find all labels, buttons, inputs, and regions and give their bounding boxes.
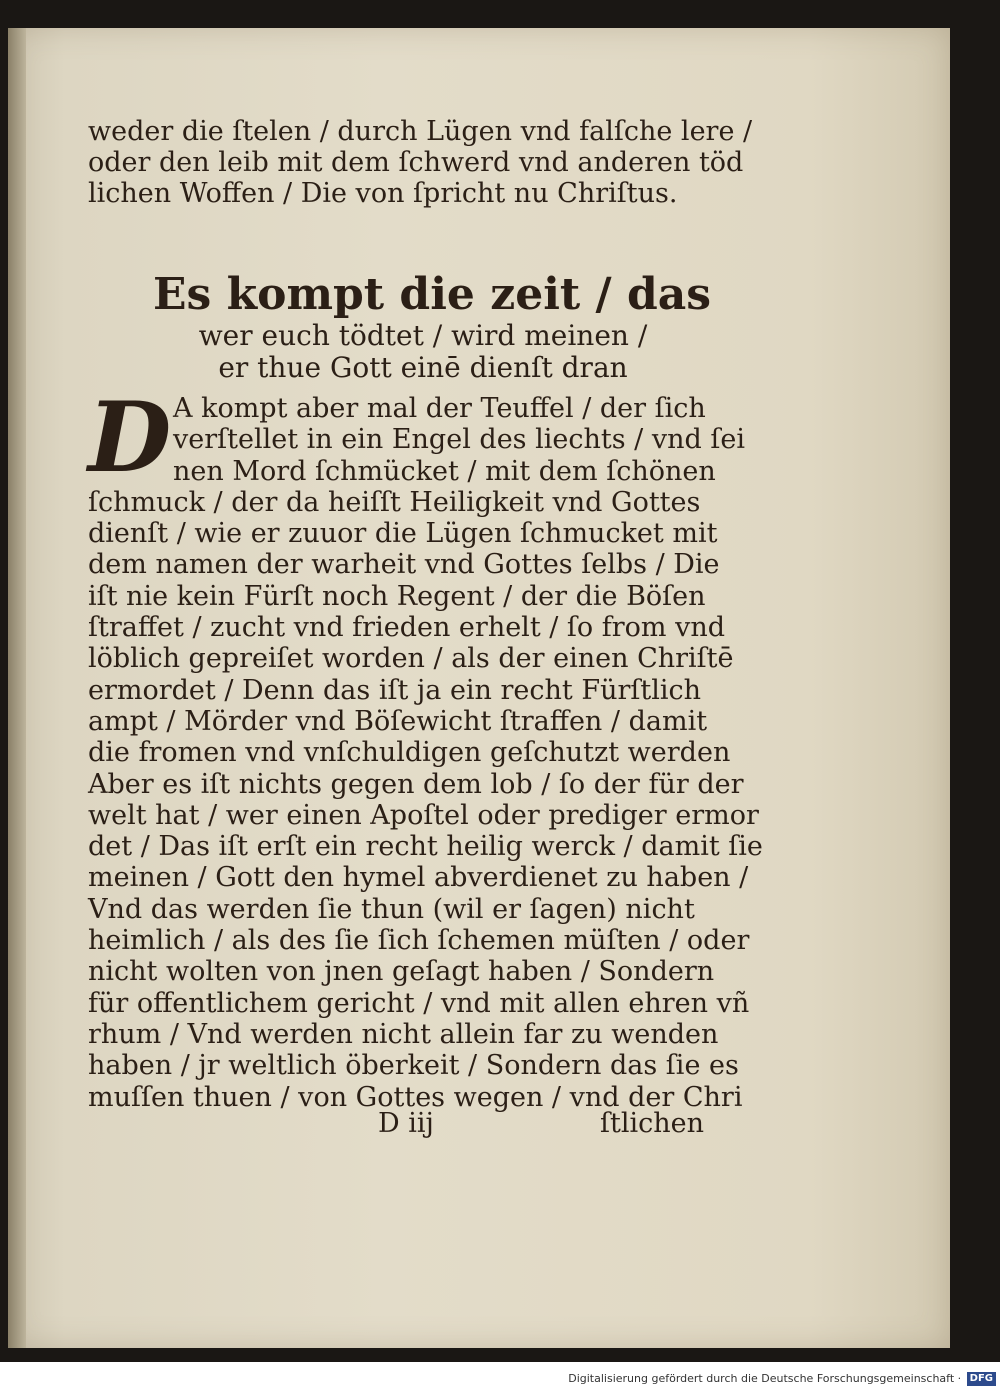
body-line: nicht wolten von jnen geſagt haben / Sondern (88, 956, 715, 988)
body-line: iſt nie kein Fürſt noch Regent / der die Böſen (88, 580, 706, 612)
body-line: verſtellet in ein Engel des liechts / vnd ſei (173, 424, 745, 456)
body-line: für offentlichem gericht / vnd mit allen ehren vñ (88, 987, 750, 1019)
body-line: nen Mord ſchmücket / mit dem ſchönen (173, 455, 716, 487)
body-text-block (88, 381, 763, 1113)
body-line: Aber es iſt nichts gegen dem lob / ſo der für der (88, 768, 744, 800)
catchword: ſtlichen (600, 1108, 704, 1139)
body-line: welt hat / wer einen Apoſtel oder prediger ermor (88, 799, 759, 831)
body-line: ermordet / Denn das iſt ja ein recht Fürſtlich (88, 674, 702, 706)
dfg-logo: DFG (967, 1372, 996, 1386)
heading-main: Es kompt die zeit / das (153, 269, 711, 320)
page-gutter (8, 28, 26, 1348)
body-line: A kompt aber mal der Teuffel / der ſich (173, 393, 706, 424)
body-line: muſſen thuen / von Gottes wegen / vnd der Chri (88, 1081, 743, 1113)
credit-text: Digitalisierung gefördert durch die Deutsche Forschungsgemeinschaft · (568, 1372, 962, 1385)
book-page (8, 28, 950, 1348)
body-line: heimlich / als des ſie ſich ſchemen müſten / oder (88, 925, 750, 957)
top-text-block (88, 116, 753, 209)
body-line: meinen / Gott den hymel abverdienet zu haben / (88, 862, 749, 894)
body-line: die fromen vnd vnſchuldigen geſchutzt werden (88, 737, 731, 769)
heading-sub-line: wer euch tödtet / wird meinen / (198, 319, 648, 352)
digitization-credit (0, 1368, 1000, 1389)
drop-cap-initial: D (88, 381, 172, 494)
body-line: dienſt / wie er zuuor die Lügen ſchmucket mit (88, 518, 718, 550)
signature-mark: D iij (378, 1108, 434, 1139)
body-line: ſtraffet / zucht vnd frieden erhelt / ſo from vnd (88, 612, 726, 644)
top-line: oder den leib mit dem ſchwerd vnd anderen töd (88, 147, 744, 178)
body-line: ampt / Mörder vnd Böſewicht ſtraffen / damit (88, 705, 708, 737)
body-line: ſchmuck / der da heiſſt Heiligkeit vnd Gottes (88, 486, 701, 518)
body-line: Vnd das werden ſie thun (wil er ſagen) nicht (88, 893, 695, 925)
body-line: det / Das iſt erſt ein recht heilig werck / damit ſie (88, 831, 763, 863)
body-line: dem namen der warheit vnd Gottes ſelbs / Die (88, 549, 720, 581)
section-heading (153, 269, 711, 384)
body-line: haben / jr weltlich öberkeit / Sondern das ſie es (88, 1050, 739, 1082)
heading-sub-line: er thue Gott einē dienſt dran (218, 351, 628, 384)
body-line: löblich gepreiſet worden / als der einen Chriſtē (88, 643, 734, 675)
body-line: rhum / Vnd werden nicht allein far zu wenden (88, 1018, 719, 1050)
top-line: lichen Woffen / Die von ſpricht nu Chriſtus. (88, 178, 678, 209)
top-line: weder die ſtelen / durch Lügen vnd falſche lere / (88, 116, 753, 147)
